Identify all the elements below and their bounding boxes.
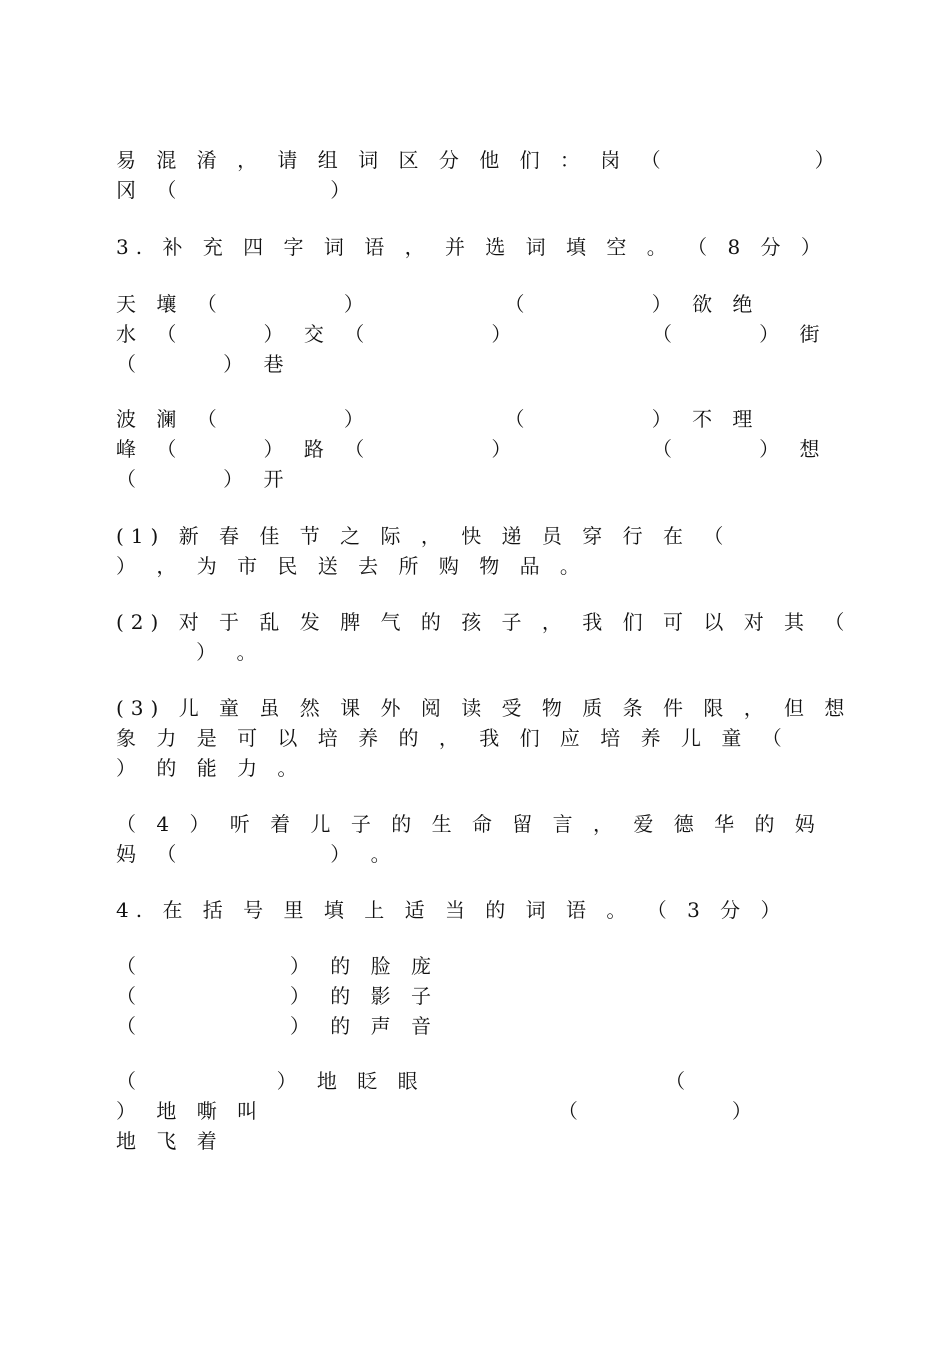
q3-idiom-line: 天 壤 （ ） （ ） 欲 绝 (116, 292, 760, 316)
q3-sentence-2: (2) 对 于 乱 发 脾 气 的 孩 子 ， 我 们 可 以 对 其 （ (116, 610, 852, 634)
q3-sentence-4: （ 4 ） 听 着 儿 子 的 生 命 留 言 ， 爱 德 华 的 妈 (116, 812, 822, 836)
q4-phrase-line: （ ） 的 影 子 (116, 984, 439, 1008)
q3-sentence-1: ） ， 为 市 民 送 去 所 购 物 品 。 (116, 554, 587, 578)
q4-phrase-line: ） 地 嘶 叫 （ ） (116, 1099, 759, 1123)
q3-heading: 3. 补 充 四 字 词 语 ， 并 选 词 填 空 。 （ 8 分 ） (116, 235, 828, 259)
q4-phrase-line: （ ） 的 声 音 (116, 1014, 439, 1038)
q3-sentence-3: 象 力 是 可 以 培 养 的 ， 我 们 应 培 养 儿 童 （ (116, 726, 789, 750)
q4-phrase-line: 地 飞 着 (116, 1129, 224, 1153)
q4-heading: 4. 在 括 号 里 填 上 适 当 的 词 语 。 （ 3 分 ） (116, 898, 788, 922)
q3-idiom-line: 波 澜 （ ） （ ） 不 理 (116, 407, 760, 431)
q3-sentence-1: (1) 新 春 佳 节 之 际 ， 快 递 员 穿 行 在 （ (116, 524, 731, 548)
q3-idiom-line: （ ） 巷 (116, 352, 291, 376)
q3-idiom-line: 峰 （ ） 路 （ ） （ ） 想 (116, 437, 827, 461)
q4-phrase-line: （ ） 地 眨 眼 （ (116, 1069, 693, 1093)
q3-sentence-3: ） 的 能 力 。 (116, 756, 305, 780)
q3-sentence-2: ） 。 (116, 640, 264, 664)
q2-tail-line-2: 冈 （ ） (116, 178, 358, 202)
q2-tail-line-1: 易 混 淆 ， 请 组 词 区 分 他 们 ： 岗 （ ） (116, 148, 842, 172)
q3-sentence-4: 妈 （ ） 。 (116, 842, 398, 866)
q4-phrase-line: （ ） 的 脸 庞 (116, 954, 439, 978)
q3-idiom-line: （ ） 开 (116, 467, 291, 491)
q3-sentence-3: (3) 儿 童 虽 然 课 外 阅 读 受 物 质 条 件 限 ， 但 想 (116, 696, 852, 720)
q3-idiom-line: 水 （ ） 交 （ ） （ ） 街 (116, 322, 827, 346)
